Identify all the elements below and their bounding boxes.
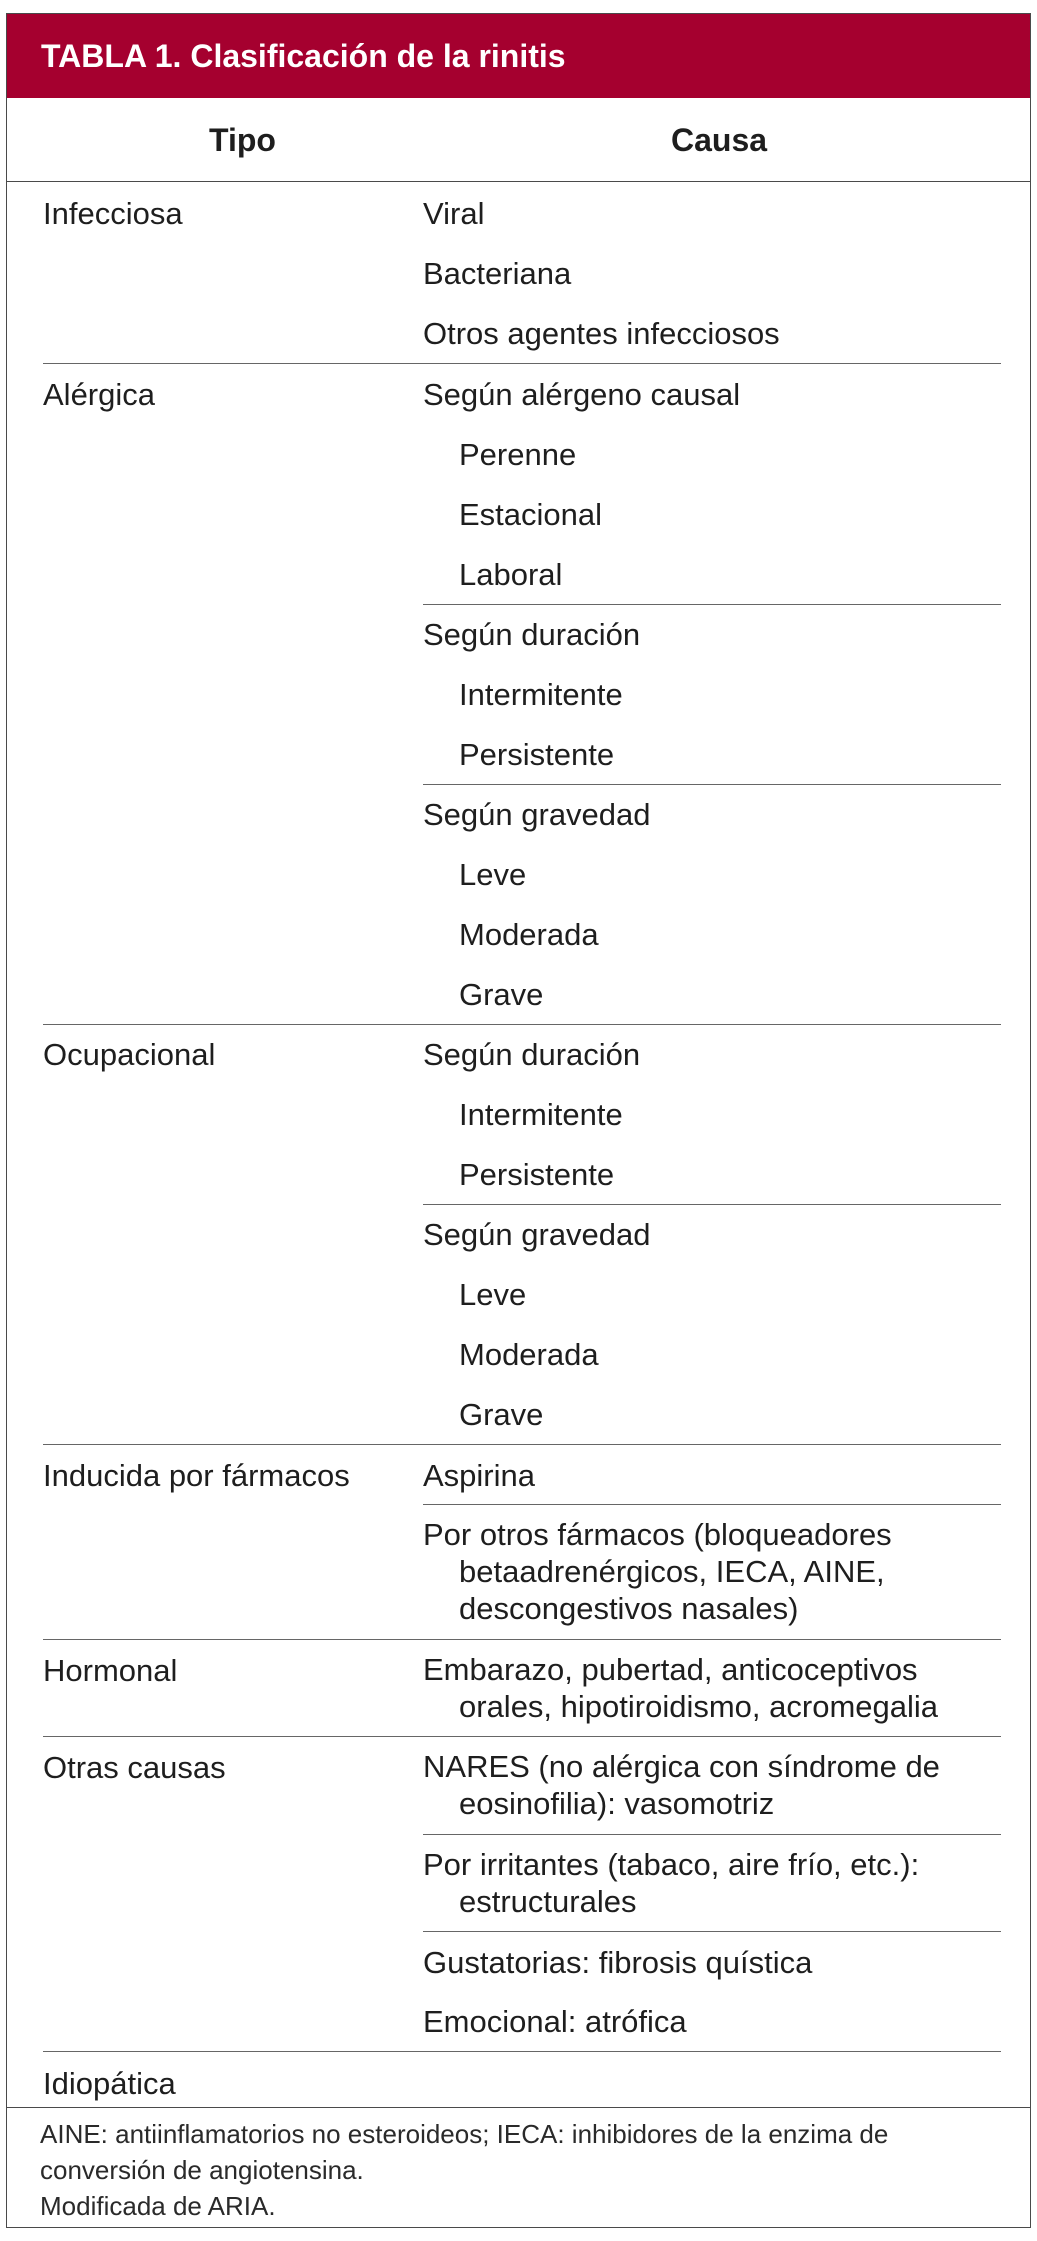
group-divider [423, 1504, 1001, 1505]
group-divider [423, 1204, 1001, 1205]
causa-item: Por irritantes (tabaco, aire frío, etc.): estructurales [423, 1847, 920, 1919]
table-footnote [40, 2116, 1000, 2224]
row-divider [43, 1639, 1001, 1640]
causa-item: Embarazo, pubertad, anticoceptivos orales, hipotiroidismo, acromegalia [423, 1652, 939, 1724]
group-divider [423, 1834, 1001, 1835]
row-divider [43, 2051, 1001, 2052]
causa-subitem: Persistente [459, 1157, 615, 1192]
footnote-abbreviations: AINE: antiinflamatorios no esteroideos; IECA: inhibidores de la enzima de conversión de angiotensina. [40, 2119, 889, 2185]
tipo-idiopatica: Idiopática [43, 2066, 176, 2101]
causa-item: Emocional: atrófica [423, 2004, 687, 2039]
causa-subitem: Persistente [459, 737, 615, 772]
group-divider [423, 784, 1001, 785]
row-divider [43, 1736, 1001, 1737]
causa-subitem: Moderada [459, 917, 599, 952]
causa-subitem: Intermitente [459, 1097, 623, 1132]
causa-subitem: Leve [459, 1277, 527, 1312]
group-divider [423, 1931, 1001, 1932]
causa-item: Viral [423, 196, 485, 231]
causa-group-label: Según duración [423, 1037, 641, 1072]
causa-subitem: Grave [459, 977, 544, 1012]
classification-table [6, 13, 1031, 2228]
causa-subitem: Estacional [459, 497, 603, 532]
causa-group-label: Según gravedad [423, 797, 651, 832]
causa-item: NARES (no alérgica con síndrome de eosinofilia): vasomotriz [423, 1749, 940, 1821]
footnote-source: Modificada de ARIA. [40, 2191, 276, 2221]
causa-item: Aspirina [423, 1458, 535, 1493]
header-causa: Causa [671, 122, 768, 158]
causa-group-label: Según gravedad [423, 1217, 651, 1252]
causa-item: Bacteriana [423, 256, 572, 291]
row-divider [43, 1444, 1001, 1445]
causa-subitem: Intermitente [459, 677, 623, 712]
tipo-otras-causas: Otras causas [43, 1750, 226, 1785]
causa-group-label: Según duración [423, 617, 641, 652]
tipo-farmacos: Inducida por fármacos [43, 1458, 350, 1493]
row-divider [43, 1024, 1001, 1025]
causa-item: Gustatorias: fibrosis quística [423, 1945, 813, 1980]
row-divider [43, 363, 1001, 364]
causa-subitem: Moderada [459, 1337, 599, 1372]
causa-group-label: Según alérgeno causal [423, 377, 741, 412]
causa-subitem: Leve [459, 857, 527, 892]
table-title: TABLA 1. Clasificación de la rinitis [7, 14, 1030, 98]
causa-item: Por otros fármacos (bloqueadores betaadrenérgicos, IECA, AINE, descongestivos nasales) [423, 1517, 892, 1626]
tipo-ocupacional: Ocupacional [43, 1037, 216, 1072]
causa-subitem: Laboral [459, 557, 563, 592]
footnote-divider [6, 2107, 1031, 2108]
group-divider [423, 604, 1001, 605]
causa-subitem: Grave [459, 1397, 544, 1432]
causa-subitem: Perenne [459, 437, 577, 472]
table-header-row [7, 98, 1030, 182]
causa-item: Otros agentes infecciosos [423, 316, 780, 351]
tipo-alergica: Alérgica [43, 377, 155, 412]
tipo-hormonal: Hormonal [43, 1653, 178, 1688]
header-tipo: Tipo [209, 122, 276, 158]
tipo-infecciosa: Infecciosa [43, 196, 183, 231]
